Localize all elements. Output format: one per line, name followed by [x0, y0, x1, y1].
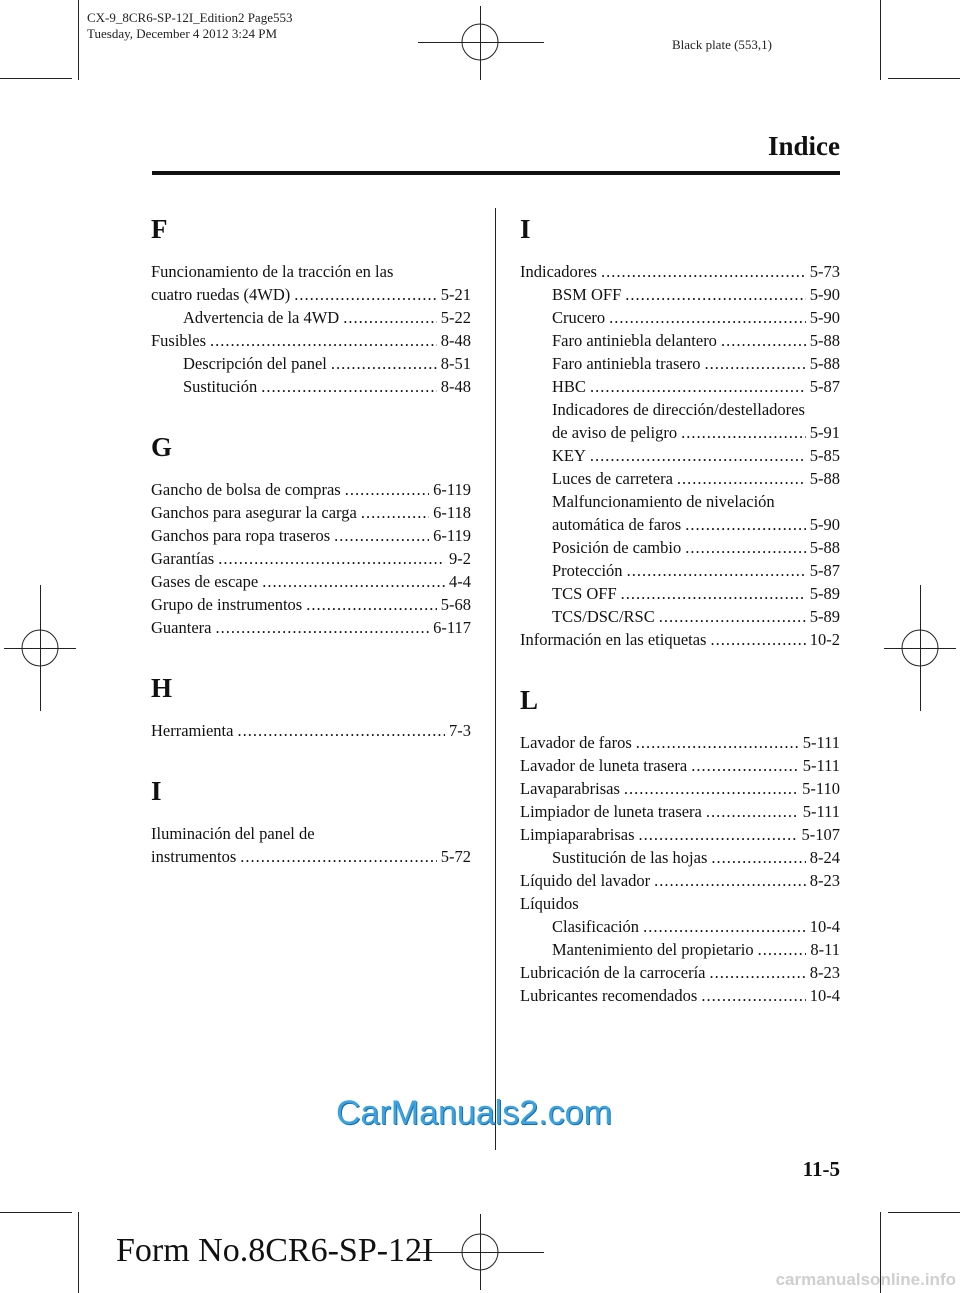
entry-page-ref: 8-51 [440, 354, 471, 373]
dot-leader [609, 306, 806, 329]
index-entry [520, 892, 840, 915]
entry-text: Líquido del lavador [520, 871, 651, 890]
index-subentry [520, 605, 840, 628]
index-subentry [520, 513, 840, 536]
entry-page-ref: 8-48 [440, 377, 471, 396]
index-subentry [520, 938, 840, 961]
entry-text: Indicadores [520, 262, 597, 281]
entry-page-ref: 5-91 [809, 423, 840, 442]
entry-text: Sustitución [183, 377, 258, 396]
index-entry [151, 260, 471, 283]
entry-page-ref: 5-73 [809, 262, 840, 281]
entry-page-ref: 10-2 [809, 630, 840, 649]
entry-page-ref: 5-111 [802, 802, 840, 821]
entry-page-ref: 10-4 [809, 917, 840, 936]
dot-leader [345, 478, 429, 501]
group-spacer [151, 742, 471, 772]
index-subentry [151, 375, 471, 398]
index-entry [520, 961, 840, 984]
index-letter-heading: L [520, 685, 539, 715]
entry-text: Faro antiniebla trasero [552, 354, 701, 373]
entry-page-ref: 5-90 [809, 515, 840, 534]
entry-page-ref: 8-48 [440, 331, 471, 350]
entry-page-ref: 5-21 [440, 285, 471, 304]
index-subentry [520, 444, 840, 467]
dot-leader [306, 593, 437, 616]
section-title: Indice [767, 131, 840, 161]
index-subentry [520, 329, 840, 352]
group-spacer [151, 398, 471, 428]
dot-leader [590, 444, 806, 467]
index-entry [151, 845, 471, 868]
entry-page-ref: 5-87 [809, 561, 840, 580]
dot-leader [590, 375, 806, 398]
index-entry [520, 754, 840, 777]
index-entry [520, 869, 840, 892]
plate-label: Black plate (553,1) [672, 37, 772, 52]
entry-text: Descripción del panel [183, 354, 327, 373]
dot-leader [601, 260, 806, 283]
index-subentry [151, 352, 471, 375]
index-subentry [151, 306, 471, 329]
entry-text: Clasificación [552, 917, 640, 936]
entry-page-ref: 5-110 [802, 779, 840, 798]
entry-page-ref: 5-88 [809, 354, 840, 373]
entry-page-ref: 5-88 [809, 331, 840, 350]
entry-text: Herramienta [151, 721, 234, 740]
entry-text: Malfuncionamiento de nivelación [552, 492, 775, 511]
index-entry [520, 628, 840, 651]
header-rule [152, 171, 840, 175]
entry-page-ref: 6-117 [433, 618, 471, 637]
index-subentry [520, 398, 840, 421]
entry-text: Posición de cambio [552, 538, 682, 557]
entry-page-ref: 5-89 [809, 607, 840, 626]
entry-page-ref: 5-88 [809, 469, 840, 488]
entry-text: Ganchos para asegurar la carga [151, 503, 357, 522]
entry-page-ref: 5-90 [809, 285, 840, 304]
index-entry [151, 719, 471, 742]
dot-leader [701, 984, 805, 1007]
dot-leader [621, 582, 806, 605]
index-entry [151, 524, 471, 547]
entry-text: Limpiador de luneta trasera [520, 802, 702, 821]
dot-leader [654, 869, 806, 892]
entry-page-ref: 8-23 [809, 963, 840, 982]
dot-leader [334, 524, 429, 547]
dot-leader [261, 375, 436, 398]
index-letter-heading: H [151, 673, 173, 703]
entry-page-ref: 5-88 [809, 538, 840, 557]
file-line: CX-9_8CR6-SP-12I_Edition2 Page553 [87, 10, 293, 25]
dot-leader [710, 961, 806, 984]
entry-text: Crucero [552, 308, 606, 327]
entry-text: HBC [552, 377, 586, 396]
dot-leader [343, 306, 437, 329]
entry-text: TCS OFF [552, 584, 617, 603]
index-entry [520, 800, 840, 823]
dot-leader [262, 570, 445, 593]
entry-page-ref: 5-85 [809, 446, 840, 465]
index-subentry [520, 582, 840, 605]
entry-page-ref: 5-111 [802, 733, 840, 752]
index-entry [151, 616, 471, 639]
entry-text: Iluminación del panel de [151, 824, 315, 843]
dot-leader [210, 329, 437, 352]
dot-leader [677, 467, 806, 490]
entry-text: Limpiaparabrisas [520, 825, 635, 844]
dot-leader [624, 777, 798, 800]
group-spacer [151, 639, 471, 669]
entry-text: Fusibles [151, 331, 207, 350]
dot-leader [237, 719, 445, 742]
entry-text: Guantera [151, 618, 212, 637]
entry-text: Lavador de luneta trasera [520, 756, 688, 775]
entry-text: Faro antiniebla delantero [552, 331, 717, 350]
index-entry [151, 822, 471, 845]
index-entry [520, 823, 840, 846]
dot-leader [215, 616, 429, 639]
entry-page-ref: 5-107 [801, 825, 840, 844]
entry-page-ref: 8-11 [810, 940, 840, 959]
entry-text: cuatro ruedas (4WD) [151, 285, 291, 304]
site-watermark: carmanualsonline.info [775, 1270, 956, 1289]
entry-text: Luces de carretera [552, 469, 673, 488]
page-number: 11-5 [802, 1157, 840, 1181]
dot-leader [627, 559, 806, 582]
entry-text: Lavaparabrisas [520, 779, 620, 798]
dot-leader [331, 352, 437, 375]
entry-text: Garantías [151, 549, 215, 568]
index-entry [151, 501, 471, 524]
dot-leader [721, 329, 806, 352]
index-entry [520, 731, 840, 754]
dot-leader [681, 421, 806, 444]
dot-leader [706, 800, 799, 823]
index-letter-heading: F [151, 214, 168, 244]
index-subentry [520, 915, 840, 938]
index-entry [151, 283, 471, 306]
index-entry [151, 547, 471, 570]
entry-text: de aviso de peligro [552, 423, 678, 442]
entry-text: Gancho de bolsa de compras [151, 480, 341, 499]
entry-page-ref: 9-2 [449, 549, 471, 568]
entry-page-ref: 7-3 [449, 721, 471, 740]
group-spacer [520, 651, 840, 681]
entry-text: Lubricación de la carrocería [520, 963, 706, 982]
entry-page-ref: 6-119 [433, 480, 471, 499]
entry-page-ref: 5-111 [802, 756, 840, 775]
entry-page-ref: 6-118 [433, 503, 471, 522]
entry-page-ref: 5-89 [809, 584, 840, 603]
index-subentry [520, 559, 840, 582]
entry-text: Líquidos [520, 894, 579, 913]
index-subentry [520, 306, 840, 329]
index-entry [151, 593, 471, 616]
entry-text: Gases de escape [151, 572, 259, 591]
index-subentry [520, 375, 840, 398]
dot-leader [758, 938, 807, 961]
entry-text: Información en las etiquetas [520, 630, 707, 649]
entry-text: Funcionamiento de la tracción en las [151, 262, 394, 281]
column-divider [495, 208, 496, 1150]
entry-text: TCS/DSC/RSC [552, 607, 655, 626]
index-entry [151, 478, 471, 501]
index-column-left [151, 210, 471, 868]
entry-text: automática de faros [552, 515, 682, 534]
form-number: Form No.8CR6-SP-12I [116, 1232, 434, 1269]
entry-text: instrumentos [151, 847, 237, 866]
dot-leader [685, 513, 806, 536]
entry-page-ref: 5-68 [440, 595, 471, 614]
dot-leader [639, 823, 798, 846]
entry-text: Protección [552, 561, 623, 580]
index-column-right [520, 210, 840, 1007]
dot-leader [691, 754, 799, 777]
entry-text: Grupo de instrumentos [151, 595, 303, 614]
entry-page-ref: 5-22 [440, 308, 471, 327]
index-subentry [520, 283, 840, 306]
entry-text: KEY [552, 446, 586, 465]
entry-text: BSM OFF [552, 285, 622, 304]
entry-page-ref: 8-23 [809, 871, 840, 890]
index-entry [520, 984, 840, 1007]
entry-text: Lavador de faros [520, 733, 632, 752]
entry-page-ref: 5-90 [809, 308, 840, 327]
watermark-logo: CarManuals2.com [336, 1094, 612, 1132]
dot-leader [710, 628, 805, 651]
index-entry [151, 329, 471, 352]
dot-leader [636, 731, 799, 754]
dot-leader [643, 915, 806, 938]
entry-page-ref: 4-4 [449, 572, 471, 591]
entry-text: Ganchos para ropa traseros [151, 526, 331, 545]
entry-page-ref: 6-119 [433, 526, 471, 545]
entry-page-ref: 5-72 [440, 847, 471, 866]
index-letter-heading: I [520, 214, 531, 244]
index-subentry [520, 421, 840, 444]
entry-page-ref: 10-4 [809, 986, 840, 1005]
dot-leader [625, 283, 806, 306]
index-subentry [520, 846, 840, 869]
dot-leader [361, 501, 429, 524]
dot-leader [294, 283, 436, 306]
index-subentry [520, 352, 840, 375]
index-letter-heading: I [151, 776, 162, 806]
index-subentry [520, 536, 840, 559]
index-letter-heading: G [151, 432, 173, 462]
entry-page-ref: 5-87 [809, 377, 840, 396]
entry-text: Sustitución de las hojas [552, 848, 708, 867]
index-entry [520, 260, 840, 283]
dot-leader [711, 846, 805, 869]
index-subentry [520, 467, 840, 490]
index-entry [151, 570, 471, 593]
dot-leader [685, 536, 806, 559]
entry-text: Mantenimiento del propietario [552, 940, 754, 959]
entry-page-ref: 8-24 [809, 848, 840, 867]
dot-leader [218, 547, 445, 570]
entry-text: Advertencia de la 4WD [183, 308, 340, 327]
index-entry [520, 777, 840, 800]
index-subentry [520, 490, 840, 513]
dot-leader [240, 845, 437, 868]
dot-leader [659, 605, 806, 628]
entry-text: Lubricantes recomendados [520, 986, 698, 1005]
dot-leader [704, 352, 805, 375]
date-line: Tuesday, December 4 2012 3:24 PM [87, 26, 278, 41]
entry-text: Indicadores de dirección/destelladores [552, 400, 805, 419]
print-header [87, 10, 292, 42]
